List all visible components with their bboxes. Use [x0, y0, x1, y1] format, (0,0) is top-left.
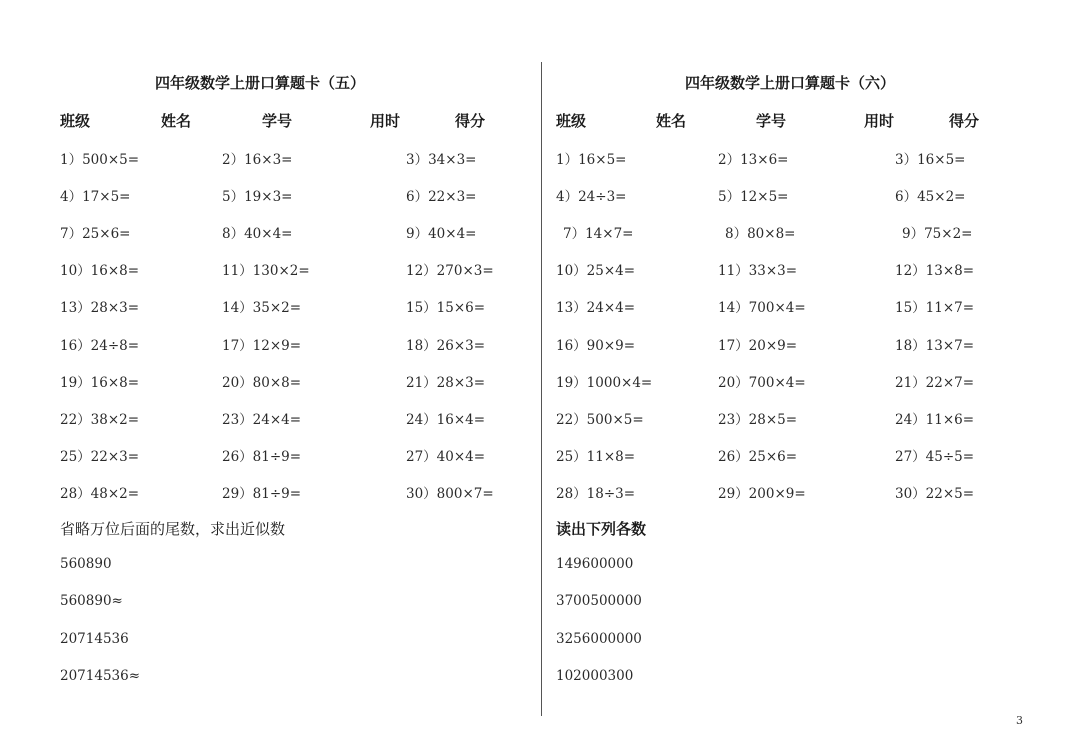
problem-item: 21）22×7= — [895, 374, 975, 391]
problem-item: 12）13×8= — [895, 263, 975, 280]
problem-row — [545, 445, 1080, 465]
problem-row — [0, 445, 540, 465]
problem-item: 11）130×2= — [222, 263, 310, 280]
left-header-name: 姓名 — [161, 112, 192, 130]
right-header-name: 姓名 — [656, 112, 687, 130]
problem-item: 17）20×9= — [718, 337, 798, 354]
left-header-score: 得分 — [455, 112, 486, 130]
problem-row — [545, 408, 1080, 428]
problem-item: 30）22×5= — [895, 485, 975, 502]
problem-item: 18）26×3= — [406, 337, 486, 354]
right-title: 四年级数学上册口算题卡（六） — [684, 74, 895, 92]
number-line: 3700500000 — [556, 593, 642, 610]
problem-row — [545, 259, 1080, 279]
number-line: 560890 — [60, 556, 112, 572]
problem-item: 28）48×2= — [60, 485, 140, 502]
problem-row — [545, 482, 1080, 502]
problem-row — [0, 222, 540, 242]
problem-row — [545, 185, 1080, 205]
problem-item: 24）16×4= — [406, 411, 486, 428]
problem-item: 28）18÷3= — [556, 485, 636, 502]
problem-item: 2）13×6= — [718, 152, 789, 168]
problem-item: 19）16×8= — [60, 374, 140, 391]
right-header-time: 用时 — [864, 112, 895, 130]
problem-row — [0, 371, 540, 391]
problem-row — [545, 334, 1080, 354]
problem-item: 20）700×4= — [718, 374, 806, 391]
right-header-id: 学号 — [756, 112, 787, 130]
left-header-id: 学号 — [262, 112, 293, 130]
problem-item: 24）11×6= — [895, 411, 975, 428]
problem-item: 9）40×4= — [406, 226, 477, 243]
right-section-title: 读出下列各数 — [556, 520, 647, 538]
number-line: 149600000 — [556, 556, 634, 572]
problem-item: 14）700×4= — [718, 300, 806, 317]
right-card — [545, 0, 1080, 729]
left-title: 四年级数学上册口算题卡（五） — [154, 74, 365, 92]
problem-item: 27）45÷5= — [895, 448, 975, 465]
problem-row — [545, 371, 1080, 391]
problem-row — [545, 222, 1080, 242]
number-line: 102000300 — [556, 667, 634, 684]
problem-item: 26）25×6= — [718, 448, 798, 465]
page-number: 3 — [1016, 714, 1023, 727]
problem-item: 22）500×5= — [556, 411, 644, 428]
problem-row — [0, 296, 540, 316]
problem-item: 11）33×3= — [718, 263, 798, 280]
problem-item: 1）16×5= — [556, 152, 627, 168]
problem-item: 2）16×3= — [222, 152, 293, 168]
number-line: 560890≈ — [60, 593, 123, 610]
problem-row — [0, 482, 540, 502]
right-header-score: 得分 — [949, 112, 980, 130]
problem-item: 19）1000×4= — [556, 374, 653, 391]
problem-item: 8）80×8= — [725, 226, 796, 243]
problem-item: 26）81÷9= — [222, 448, 302, 465]
problem-item: 16）24÷8= — [60, 337, 140, 354]
problem-item: 6）22×3= — [406, 189, 477, 206]
problem-item: 15）11×7= — [895, 300, 975, 317]
problem-row — [0, 334, 540, 354]
left-header-class: 班级 — [60, 112, 91, 130]
left-section-title: 省略万位后面的尾数，求出近似数 — [60, 520, 286, 538]
problem-item: 4）17×5= — [60, 189, 131, 206]
number-line: 3256000000 — [556, 630, 642, 647]
problem-item: 22）38×2= — [60, 411, 140, 428]
problem-item: 21）28×3= — [406, 374, 486, 391]
problem-row — [545, 148, 1080, 168]
problem-item: 29）200×9= — [718, 485, 806, 502]
problem-item: 14）35×2= — [222, 300, 302, 317]
problem-item: 3）34×3= — [406, 152, 477, 168]
problem-item: 1）500×5= — [60, 152, 140, 168]
problem-item: 5）12×5= — [718, 189, 789, 206]
problem-item: 27）40×4= — [406, 448, 486, 465]
problem-item: 12）270×3= — [406, 263, 494, 280]
problem-item: 25）22×3= — [60, 448, 140, 465]
problem-item: 3）16×5= — [895, 152, 966, 168]
problem-item: 10）16×8= — [60, 263, 140, 280]
problem-item: 23）28×5= — [718, 411, 798, 428]
problem-item: 30）800×7= — [406, 485, 494, 502]
right-header-class: 班级 — [556, 112, 587, 130]
problem-row — [0, 259, 540, 279]
problem-item: 23）24×4= — [222, 411, 302, 428]
problem-item: 16）90×9= — [556, 337, 636, 354]
problem-item: 20）80×8= — [222, 374, 302, 391]
number-line: 20714536≈ — [60, 667, 141, 684]
problem-item: 7）25×6= — [60, 226, 131, 243]
right-header — [556, 110, 996, 132]
problem-item: 25）11×8= — [556, 448, 636, 465]
left-header-time: 用时 — [370, 112, 401, 130]
problem-item: 6）45×2= — [895, 189, 966, 206]
problem-item: 13）28×3= — [60, 300, 140, 317]
problem-item: 8）40×4= — [222, 226, 293, 243]
problem-item: 4）24÷3= — [556, 189, 627, 206]
center-divider — [541, 62, 542, 716]
problem-item: 9）75×2= — [902, 226, 973, 243]
problem-item: 5）19×3= — [222, 189, 293, 206]
problem-item: 15）15×6= — [406, 300, 486, 317]
problem-row — [0, 408, 540, 428]
problem-item: 7）14×7= — [563, 226, 634, 243]
problem-row — [0, 148, 540, 168]
problem-item: 18）13×7= — [895, 337, 975, 354]
number-line: 20714536 — [60, 630, 129, 647]
problem-item: 10）25×4= — [556, 263, 636, 280]
problem-row — [0, 185, 540, 205]
problem-item: 29）81÷9= — [222, 485, 302, 502]
problem-row — [545, 296, 1080, 316]
problem-item: 13）24×4= — [556, 300, 636, 317]
problem-item: 17）12×9= — [222, 337, 302, 354]
left-header — [60, 110, 500, 132]
